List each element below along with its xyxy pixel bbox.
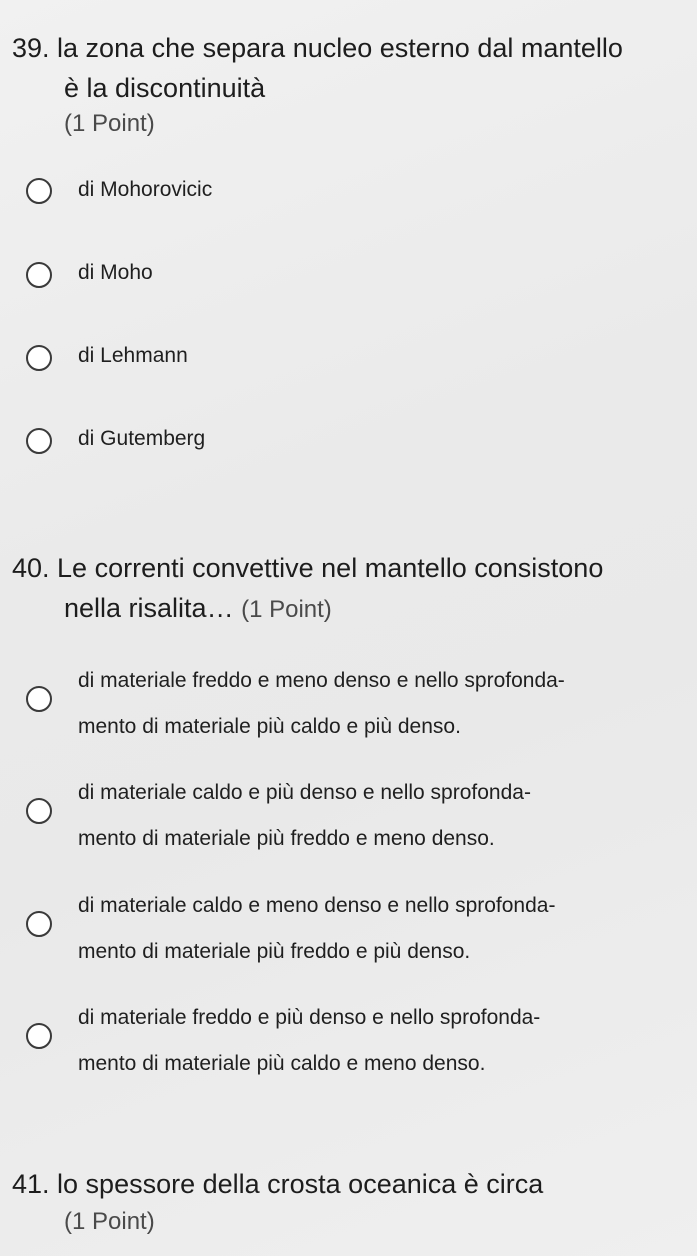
option-label-line1: di materiale caldo e più denso e nello sprofonda- [78,781,531,804]
radio-button[interactable] [26,345,52,371]
radio-button[interactable] [26,911,52,937]
radio-button[interactable] [26,262,52,288]
radio-button[interactable] [26,686,52,712]
radio-button[interactable] [26,428,52,454]
question-41-title-line1: 41. lo spessore della crosta oceanica è circa [12,1169,544,1199]
question-39-title-line2: è la discontinuità [64,73,266,103]
option-label-line1: di materiale caldo e meno denso e nello sprofonda- [78,894,556,917]
question-40-points: (1 Point) [241,596,332,623]
option-label-line2: mento di materiale più caldo e meno denso. [78,1052,486,1075]
option-label: di Gutemberg [78,427,206,450]
question-40-title-line1: 40. Le correnti convettive nel mantello consistono [12,553,604,583]
question-39-title-line1: 39. la zona che separa nucleo esterno dal mantello [12,33,623,63]
option-label: di Lehmann [78,344,188,367]
question-40-title-line2 [64,588,332,630]
option-label-line1: di materiale freddo e più denso e nello sprofonda- [78,1006,541,1029]
question-40-title-text: nella risalita… [64,593,234,623]
option-label-line2: mento di materiale più freddo e meno denso. [78,827,495,850]
option-label [78,995,540,1087]
radio-button[interactable] [26,178,52,204]
option-label-line1: di materiale freddo e meno denso e nello sprofonda- [78,669,565,692]
option-label: di Moho [78,261,153,284]
option-label [78,770,531,862]
option-label: di Mohorovicic [78,178,213,201]
option-label [78,883,555,975]
option-label-line2: mento di materiale più freddo e più denso. [78,940,471,963]
radio-button[interactable] [26,798,52,824]
option-label [78,658,565,750]
radio-button[interactable] [26,1023,52,1049]
option-label-line2: mento di materiale più caldo e più denso. [78,715,461,738]
question-41-points: (1 Point) [64,1208,155,1235]
question-39-points: (1 Point) [64,110,155,137]
